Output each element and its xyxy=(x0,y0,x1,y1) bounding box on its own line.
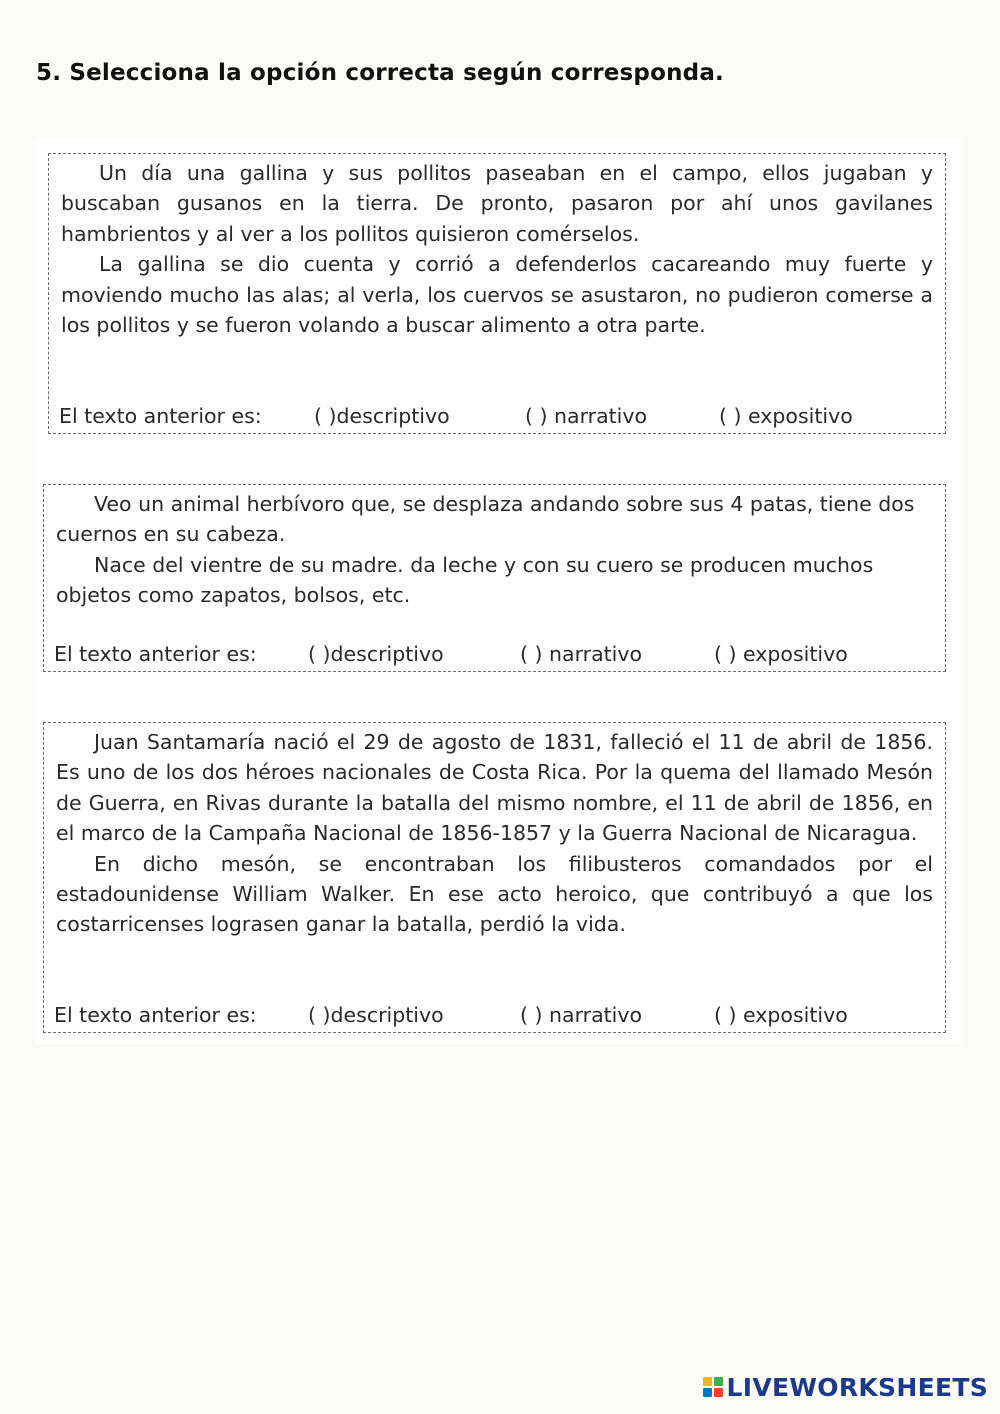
logo-square-1 xyxy=(703,1377,712,1386)
option-narrativo[interactable]: ( ) narrativo xyxy=(520,1003,643,1027)
logo-text: LIVEWORKSHEETS xyxy=(726,1372,988,1402)
text-box-2 xyxy=(43,484,946,672)
text-box-3 xyxy=(43,722,946,1033)
option-expositivo[interactable]: ( ) expositivo xyxy=(719,404,853,428)
option-expositivo[interactable]: ( ) expositivo xyxy=(714,1003,848,1027)
text-1-paragraph-2: La gallina se dio cuenta y corrió a defenderlos cacareando muy fuerte y moviendo mucho las alas; al verla, los cuervos se asustaron, no pudieron comerse a los pollitos y se fueron volando a buscar alimento a otra parte. xyxy=(61,252,933,338)
text-1-paragraph-1: Un día una gallina y sus pollitos paseaban en el campo, ellos jugaban y buscaban gusanos en la tierra. De pronto, pasaron por ahí unos gavilanes hambrientos y al ver a los pollitos quisieron comérselos. xyxy=(61,161,933,246)
text-3-paragraph-1: Juan Santamaría nació el 29 de agosto de 1831, falleció el 11 de abril de 1856. Es uno de los dos héroes nacionales de Costa Rica. Por la quema del llamado Mesón de Guerra, en Rivas durante la batalla del mismo nombre, el 11 de abril de 1856, en el marco de la Campaña Nacional de 1856-1857 y la Guerra Nacional de Nicaragua. xyxy=(56,730,933,846)
exercise-title: 5. Selecciona la opción correcta según corresponda. xyxy=(36,60,724,86)
text-3-paragraph-2: En dicho mesón, se encontraban los filibusteros comandados por el estadounidense William Walker. En ese acto heroico, que contribuyó a que los costarricenses lograsen ganar la batalla, perdió la vida. xyxy=(56,851,933,937)
question-label: El texto anterior es: xyxy=(54,1003,257,1027)
liveworksheets-logo xyxy=(703,1372,988,1402)
liveworksheets-logo-icon xyxy=(703,1377,723,1397)
option-expositivo[interactable]: ( ) expositivo xyxy=(714,642,848,666)
answer-line-3 xyxy=(54,1000,935,1030)
option-descriptivo[interactable]: ( )descriptivo xyxy=(308,1003,444,1027)
answer-line-1 xyxy=(59,401,935,431)
text-2-paragraph-2: Nace del vientre de su madre. da leche y con su cuero se producen muchos objetos como zapatos, bolsos, etc. xyxy=(56,552,874,608)
option-narrativo[interactable]: ( ) narrativo xyxy=(520,642,643,666)
text-box-1 xyxy=(48,153,946,434)
logo-square-3 xyxy=(703,1388,712,1397)
logo-square-4 xyxy=(714,1388,723,1397)
option-narrativo[interactable]: ( ) narrativo xyxy=(525,404,648,428)
question-label: El texto anterior es: xyxy=(54,642,257,666)
question-label: El texto anterior es: xyxy=(59,404,262,428)
answer-line-2 xyxy=(54,639,935,669)
text-2-paragraph-1: Veo un animal herbívoro que, se desplaza andando sobre sus 4 patas, tiene dos cuernos en su cabeza. xyxy=(56,492,915,547)
option-descriptivo[interactable]: ( )descriptivo xyxy=(308,642,444,666)
logo-square-2 xyxy=(714,1377,723,1386)
option-descriptivo[interactable]: ( )descriptivo xyxy=(314,404,450,428)
